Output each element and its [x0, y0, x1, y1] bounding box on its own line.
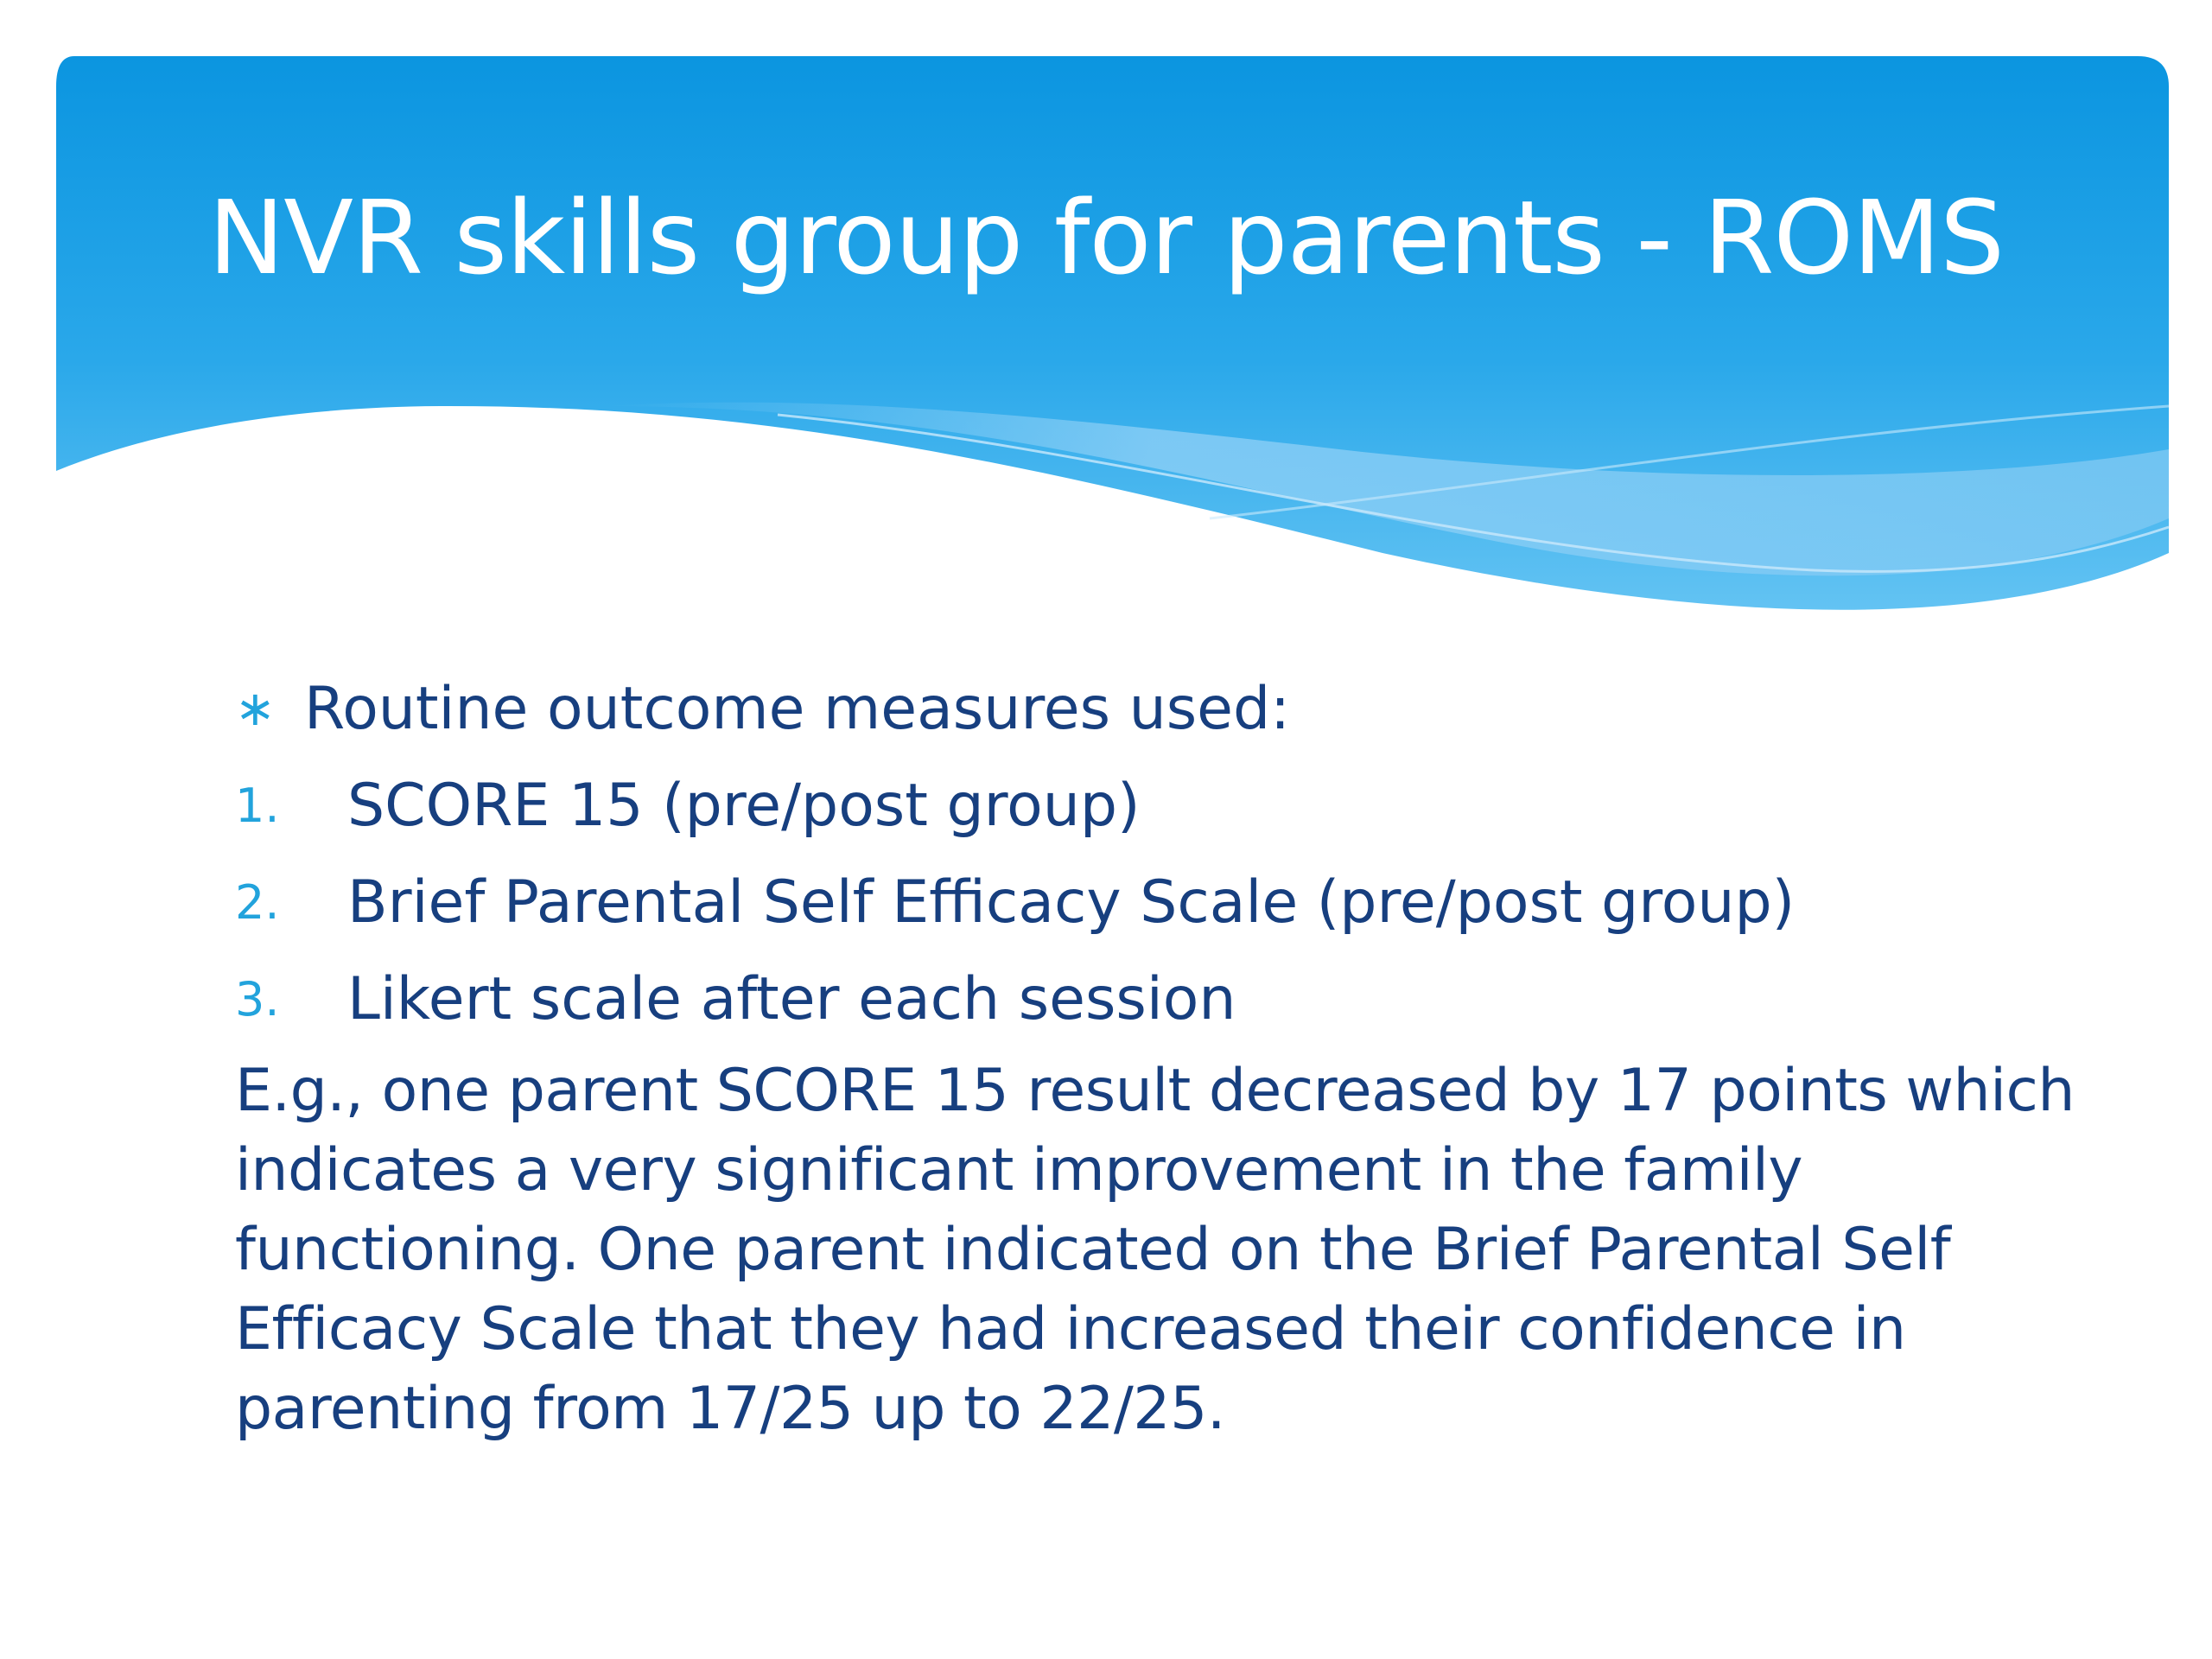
header-wave-background [0, 0, 2212, 639]
slide-header [0, 0, 2212, 639]
list-item-text: Likert scale after each session [347, 965, 1236, 1033]
example-paragraph: E.g., one parent SCORE 15 result decreased by 17 points which indicates a very significant improvement in the family functioning. One parent indicated on the Brief Parental Self Efficacy Scale that they had increased their confidence in parenting from 17/25 up to 22/25. [235, 1057, 2075, 1443]
list-number: 3. [235, 972, 280, 1027]
list-number: 1. [235, 779, 280, 833]
list-item [235, 951, 2084, 1048]
list-item [235, 758, 2084, 855]
list-item-text: SCORE 15 (pre/post group) [347, 772, 1141, 840]
slide-body [235, 661, 2084, 1449]
asterisk-bullet-icon: ∗ [235, 681, 276, 737]
list-item-text: Brief Parental Self Efficacy Scale (pre/post group) [347, 868, 1796, 937]
list-item [235, 855, 2084, 951]
slide-title: NVR skills group for parents - ROMS [207, 178, 2005, 297]
bullet-text: Routine outcome measures used: [304, 675, 1291, 743]
list-number: 2. [235, 875, 280, 930]
bullet-item [235, 661, 2084, 758]
